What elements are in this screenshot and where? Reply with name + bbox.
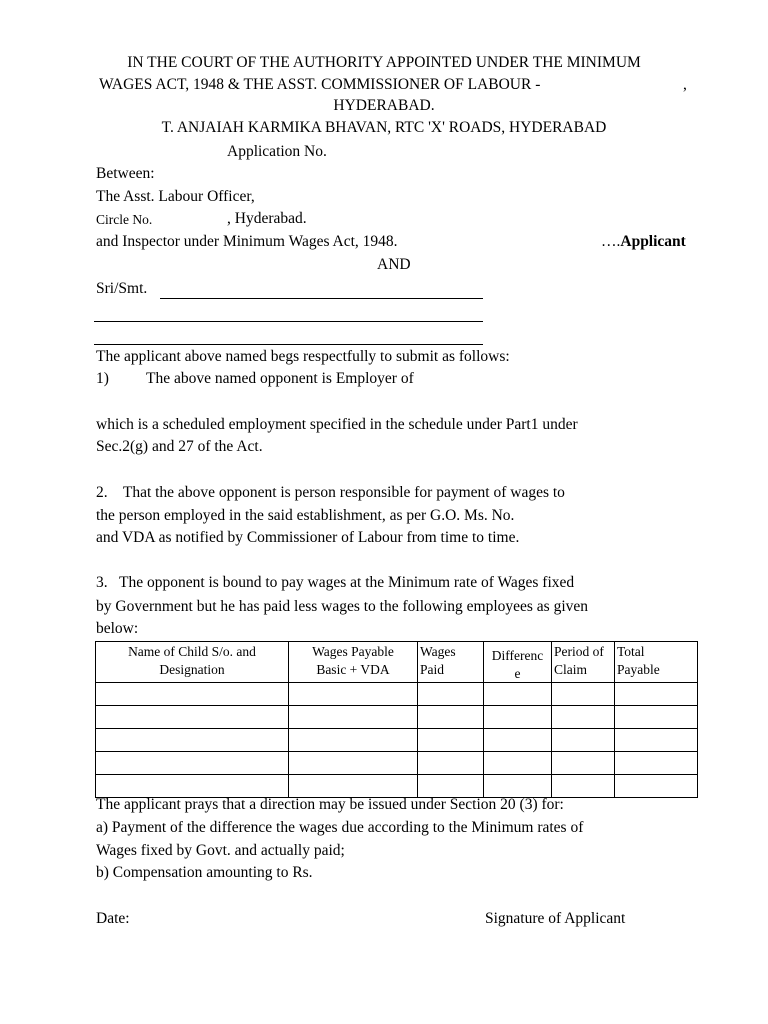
and-separator: AND: [377, 256, 411, 273]
table-cell-name: [96, 729, 289, 752]
opponent-address-line: [94, 321, 483, 322]
table-cell-name: [96, 752, 289, 775]
col-header-difference: Differenc e: [484, 642, 552, 683]
intro-text: The applicant above named begs respectfully to submit as follows:: [96, 348, 510, 365]
table-cell-wages-paid: [418, 706, 484, 729]
table-cell-wages-payable: [289, 775, 418, 798]
table-row: [96, 752, 698, 775]
table-cell-difference: [484, 752, 552, 775]
para-2-line-2: the person employed in the said establishment, as per G.O. Ms. No.: [96, 507, 515, 524]
table-cell-period: [552, 775, 615, 798]
table-cell-difference: [484, 706, 552, 729]
prayer-line-3: Wages fixed by Govt. and actually paid;: [96, 842, 345, 859]
table-cell-wages-paid: [418, 752, 484, 775]
para-1-text: The above named opponent is Employer of: [146, 370, 414, 387]
court-address: T. ANJAIAH KARMIKA BHAVAN, RTC 'X' ROADS, HYDERABAD: [161, 119, 607, 136]
application-number-label: Application No.: [227, 143, 327, 160]
para-1-continuation-1: which is a scheduled employment specified in the schedule under Part1 under: [96, 416, 578, 433]
officer-label: The Asst. Labour Officer,: [96, 188, 255, 205]
para-2-line-3: and VDA as notified by Commissioner of Labour from time to time.: [96, 529, 520, 546]
sri-smt-label: Sri/Smt.: [96, 280, 148, 297]
table-cell-difference: [484, 683, 552, 706]
para-1-number: 1): [96, 370, 109, 387]
date-label: Date:: [96, 910, 130, 927]
table-cell-wages-payable: [289, 706, 418, 729]
table-cell-period: [552, 729, 615, 752]
table-cell-wages-payable: [289, 729, 418, 752]
col-header-wages-payable: Wages Payable Basic + VDA: [289, 642, 418, 683]
col-header-name: Name of Child S/o. and Designation: [96, 642, 289, 683]
wages-table: [95, 641, 698, 798]
hyderabad-label: , Hyderabad.: [227, 210, 307, 227]
prayer-line-4: b) Compensation amounting to Rs.: [96, 864, 313, 881]
court-title-line-3: HYDERABAD.: [333, 97, 435, 114]
court-title-line-2: WAGES ACT, 1948 & THE ASST. COMMISSIONER OF LABOUR -: [99, 76, 541, 93]
table-row: [96, 683, 698, 706]
para-3-line-2: by Government but he has paid less wages to the following employees as given: [96, 598, 589, 615]
para-3-line-3: below:: [96, 620, 139, 637]
table-cell-wages-payable: [289, 683, 418, 706]
court-title-line-1: IN THE COURT OF THE AUTHORITY APPOINTED UNDER THE MINIMUM: [127, 54, 641, 71]
table-cell-total: [615, 683, 698, 706]
table-cell-period: [552, 706, 615, 729]
table-cell-period: [552, 752, 615, 775]
table-cell-wages-payable: [289, 752, 418, 775]
opponent-address-line-2: [94, 344, 483, 345]
table-cell-total: [615, 706, 698, 729]
para-3-line-1: 3. The opponent is bound to pay wages at the Minimum rate of Wages fixed: [96, 574, 575, 591]
applicant-dots: ….: [601, 233, 621, 250]
table-cell-wages-paid: [418, 729, 484, 752]
table-cell-total: [615, 752, 698, 775]
applicant-role-label: [601, 234, 686, 250]
para-2-line-1: 2. That the above opponent is person responsible for payment of wages to: [96, 484, 565, 501]
col-header-total: Total Payable: [615, 642, 698, 683]
circle-number-label: Circle No.: [96, 212, 153, 227]
table-cell-name: [96, 683, 289, 706]
signature-label: Signature of Applicant: [485, 910, 626, 927]
court-title-comma: ,: [683, 76, 687, 93]
table-row: [96, 775, 698, 798]
table-cell-name: [96, 775, 289, 798]
col-header-wages-paid: Wages Paid: [418, 642, 484, 683]
table-cell-total: [615, 729, 698, 752]
inspector-label: and Inspector under Minimum Wages Act, 1948.: [96, 233, 398, 250]
table-header-row: [96, 642, 698, 683]
para-1-continuation-2: Sec.2(g) and 27 of the Act.: [96, 438, 263, 455]
prayer-line-1: The applicant prays that a direction may be issued under Section 20 (3) for:: [96, 796, 564, 813]
table-cell-difference: [484, 775, 552, 798]
table-row: [96, 729, 698, 752]
between-label: Between:: [96, 165, 155, 182]
table-cell-difference: [484, 729, 552, 752]
table-row: [96, 706, 698, 729]
table-cell-period: [552, 683, 615, 706]
col-header-period: Period of Claim: [552, 642, 615, 683]
table-cell-total: [615, 775, 698, 798]
opponent-name-line: [160, 298, 483, 299]
table-cell-wages-paid: [418, 775, 484, 798]
prayer-line-2: a) Payment of the difference the wages due according to the Minimum rates of: [96, 819, 584, 836]
table-cell-wages-paid: [418, 683, 484, 706]
applicant-word: Applicant: [620, 233, 686, 250]
table-cell-name: [96, 706, 289, 729]
